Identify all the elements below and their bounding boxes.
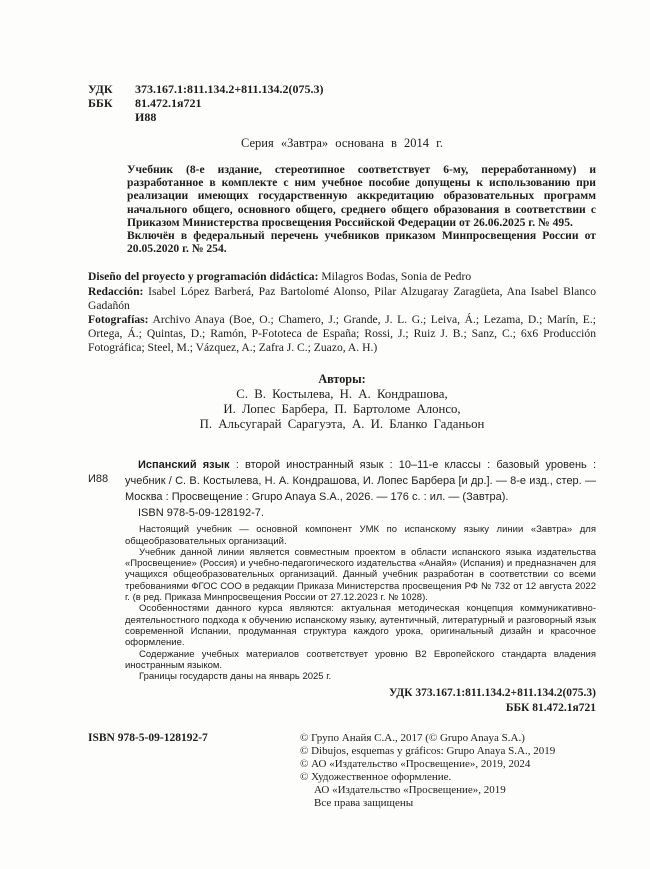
author-sign: И88 [135,110,157,124]
bottom-udk: УДК 373.167.1:811.134.2+811.134.2(075.3) [388,687,596,700]
credits-block [88,270,596,355]
catalog-card-code: И88 [88,473,109,486]
author-line-1: С. В. Костылева, Н. А. Кондрашова, [236,386,448,401]
catalog-card [88,457,596,682]
annotation-paragraph-2: Учебник данной линии является совместным проектом в области испанского языка издательства «Просвещение» (Россия) и учебно-педагогического издательства «Анайя» (Испания) и предназначен для учащихся общеобразовательных организаций. Данный учебник разработан в соответствии со всеми требованиями ФГОС СОО в редакции Приказа Министерства просвещения РФ № 732 от 12 августа 2022 г. (в ред. Приказа Минпросвещения России от 27.12.2023 г. № 1028). [125,546,596,604]
bbk-label: ББК [88,96,113,110]
annotation-paragraph-4: Содержание учебных материалов соответствует уровню B2 Европейского стандарта владения иностранным языком. [125,648,596,671]
credit-redaction-value: Isabel López Barberá, Paz Bartolomé Alonso, Pilar Alzugaray Zaragüeta, Ana Isabel Blanco Gadañón [88,284,596,312]
bbk-row [88,96,596,110]
udk-row [88,82,596,96]
approval-block [127,163,596,255]
catalog-card-body [125,457,596,682]
credit-photography-value: Archivo Anaya (Boe, O.; Chamero, J.; Grande, J. L. G.; Leiva, Á.; Lezama, D.; Marín, E.; Ortega, Á.; Quintas, D.; Ramón, P-Fototeca de España; Rossi, J.; Ruiz J. B.; Sanz, C.; 6x6 Producción Fotográfica; Steel, M.; Vázquez, A.; Zafra J. C.; Zuazo, A. H.) [88,313,596,355]
catalog-card-entry [125,457,596,505]
copyright-line-1: © Групо Анайя С.А., 2017 (© Grupo Anaya S.A.) [300,732,525,745]
author-line-2: И. Лопес Барбера, П. Бартоломе Алонсо, [223,401,461,416]
udk-label: УДК [88,82,113,96]
annotation-paragraph-1: Настоящий учебник — основной компонент УМК по испанскому языку линии «Завтра» для общеобразовательных организаций. [125,524,596,547]
bottom-bbk: ББК 81.472.1я721 [505,701,596,714]
copyright-line-5: АО «Издательство «Просвещение», 2019 [314,784,506,797]
credit-design-value: Milagros Bodas, Sonia de Pedro [321,270,472,284]
author-line-3: П. Альсугарай Сарагуэта, А. И. Бланко Гаданьон [199,417,485,432]
bottom-codes-block [88,686,596,715]
annotation-paragraph-5: Границы государств даны на январь 2025 г. [139,671,332,683]
authors-heading: Авторы: [318,371,366,386]
imprint-block [88,732,596,809]
annotation-block [125,524,596,682]
credit-photography [88,313,596,356]
catalog-card-description: : второй иностранный язык : 10–11-е классы : базовый уровень : учебник / С. В. Костылева, Н. А. Кондрашова, И. Лопес Барбера [и др.]. — 8-е изд., стер. — Москва : Просвещение : Grupo Anaya S.A., 2026. — 176 с. : ил. — (Завтра). [125,459,596,504]
copyright-block [300,732,596,809]
udk-value: 373.167.1:811.134.2+811.134.2(075.3) [135,82,324,96]
copyright-line-4: © Художественное оформление. [300,771,452,784]
credit-design [88,270,596,284]
copyright-line-6: Все права защищены [314,796,414,809]
approval-paragraph-2: Включён в федеральный перечень учебников приказом Минпросвещения России от 20.05.2020 г. № 254. [127,229,596,256]
annotation-paragraph-3: Особенностями данного курса являются: актуальная методическая концепция коммуникативно-деятельностного подхода к обучению испанскому языку, аутентичный, литературный и разговорный язык современной Испании, продуманная структура каждого урока, оригинальный дизайн и красочное оформление. [125,603,596,649]
credit-redaction [88,285,596,313]
catalog-card-isbn: ISBN 978-5-09-128192-7. [138,507,264,520]
copyright-line-2: © Dibujos, esquemas y gráficos: Grupo Anaya S.A., 2019 [300,745,556,758]
catalog-card-title: Испанский язык [138,459,230,472]
approval-paragraph-1: Учебник (8-е издание, стереотипное соответствует 6-му, переработанному) и разработанное в комплекте с ним учебное пособие допущены к использованию при реализации имеющих государственную аккредитацию образовательных программ начального общего, основного общего, среднего общего образования в соответствии с Приказом Министерства просвещения Российской Федерации от 26.06.2025 г. № 495. [127,163,596,229]
authors-block [88,371,596,433]
credit-photography-label: Fotografías: [88,313,149,327]
top-codes-block [88,82,596,124]
series-line: Серия «Завтра» основана в 2014 г. [241,136,443,150]
bbk-value: 81.472.1я721 [135,96,202,110]
credit-design-label: Diseño del proyecto y programación didáctica: [88,270,319,284]
copyright-line-3: © АО «Издательство «Просвещение», 2019, 2024 [300,758,531,771]
imprint-isbn: ISBN 978-5-09-128192-7 [88,732,208,745]
credit-redaction-label: Redacción: [88,284,144,298]
